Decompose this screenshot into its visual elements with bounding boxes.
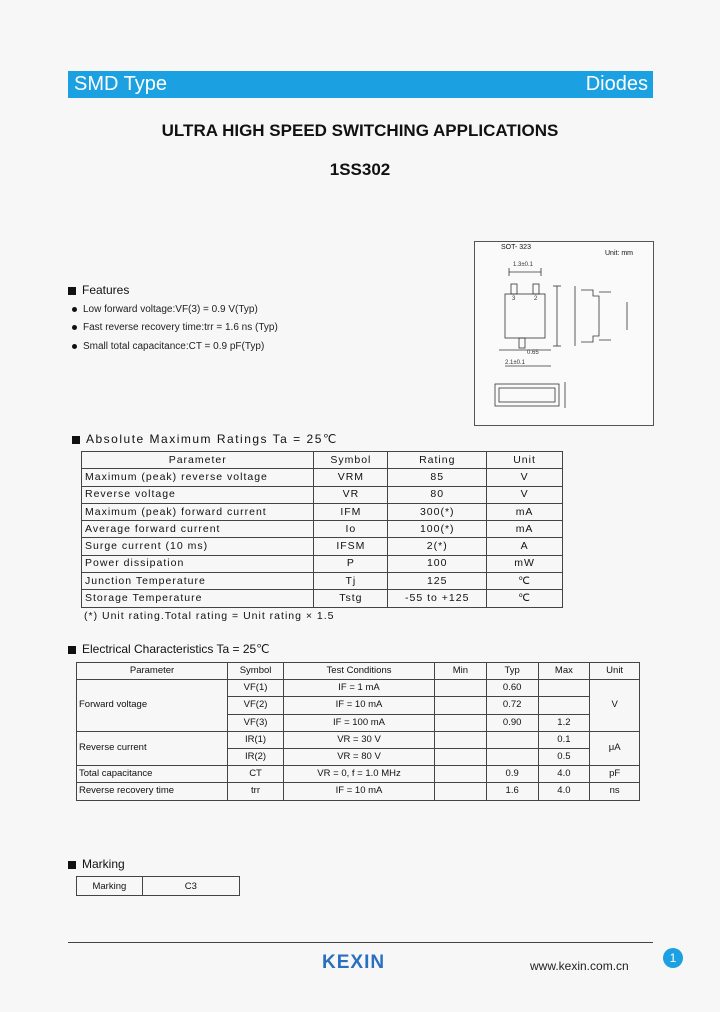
elec-table (76, 662, 640, 801)
marking-heading: Marking (68, 857, 125, 871)
bullet-icon (72, 344, 77, 349)
table-row: Forward voltage VF(1) IF = 1 mA 0.60 V (77, 680, 640, 697)
feature-item: Fast reverse recovery time:trr = 1.6 ns (Typ) (72, 322, 278, 333)
marking-table (76, 876, 240, 896)
package-name: SOT- 323 (501, 244, 531, 251)
features-heading: Features (68, 283, 129, 297)
bullet-icon (72, 325, 77, 330)
table-header-row: Parameter Symbol Test Conditions Min Typ Max Unit (77, 663, 640, 680)
header-right: Diodes (585, 73, 648, 95)
section-square-icon (72, 436, 80, 444)
svg-text:2: 2 (534, 296, 538, 302)
abs-max-heading: Absolute Maximum Ratings Ta = 25℃ (72, 432, 338, 446)
table-row: IR(2) VR = 80 V 0.5 (77, 748, 640, 765)
abs-max-note: (*) Unit rating.Total rating = Unit rating × 1.5 (84, 610, 335, 622)
table-row: Storage Temperature Tstg -55 to +125 ℃ (82, 590, 563, 607)
document-title: ULTRA HIGH SPEED SWITCHING APPLICATIONS (161, 121, 559, 140)
bullet-icon (72, 307, 77, 312)
elec-heading: Electrical Characteristics Ta = 25℃ (68, 642, 270, 656)
feature-item: Low forward voltage:VF(3) = 0.9 V(Typ) (72, 304, 258, 315)
table-row: Reverse current IR(1) VR = 30 V 0.1 μA (77, 731, 640, 748)
kexin-logo: KEXIN (322, 952, 386, 973)
footer-divider (68, 942, 653, 943)
svg-text:3: 3 (512, 296, 516, 302)
svg-text:1.3±0.1: 1.3±0.1 (513, 262, 533, 268)
package-drawing (475, 242, 653, 425)
svg-text:2.1±0.1: 2.1±0.1 (505, 360, 525, 366)
unit-label: Unit: mm (605, 250, 633, 257)
table-row: Reverse voltage VR 80 V (82, 486, 563, 503)
header-left: SMD Type (74, 73, 167, 95)
header-bar (68, 71, 653, 98)
table-row: Power dissipation P 100 mW (82, 555, 563, 572)
table-row: Marking C3 (77, 877, 240, 896)
section-square-icon (68, 646, 76, 654)
table-row: Junction Temperature Tj 125 ℃ (82, 573, 563, 590)
svg-text:0.65: 0.65 (527, 350, 539, 356)
table-row: Average forward current Io 100(*) mA (82, 521, 563, 538)
feature-item: Small total capacitance:CT = 0.9 pF(Typ) (72, 341, 264, 352)
table-row: VF(2) IF = 10 mA 0.72 (77, 697, 640, 714)
part-number: 1SS302 (329, 160, 391, 179)
page-number: 1 (663, 948, 683, 968)
table-row: VF(3) IF = 100 mA 0.90 1.2 (77, 714, 640, 731)
footer-url[interactable]: www.kexin.com.cn (530, 959, 629, 973)
table-row: Reverse recovery time trr IF = 10 mA 1.6 4.0 ns (77, 783, 640, 800)
abs-max-table (81, 451, 563, 608)
section-square-icon (68, 861, 76, 869)
package-diagram (474, 241, 654, 426)
table-row: Surge current (10 ms) IFSM 2(*) A (82, 538, 563, 555)
section-square-icon (68, 287, 76, 295)
table-row: Total capacitance CT VR = 0, f = 1.0 MHz 0.9 4.0 pF (77, 766, 640, 783)
table-row: Maximum (peak) reverse voltage VRM 85 V (82, 469, 563, 486)
table-header-row: Parameter Symbol Rating Unit (82, 452, 563, 469)
table-row: Maximum (peak) forward current IFM 300(*) mA (82, 503, 563, 520)
